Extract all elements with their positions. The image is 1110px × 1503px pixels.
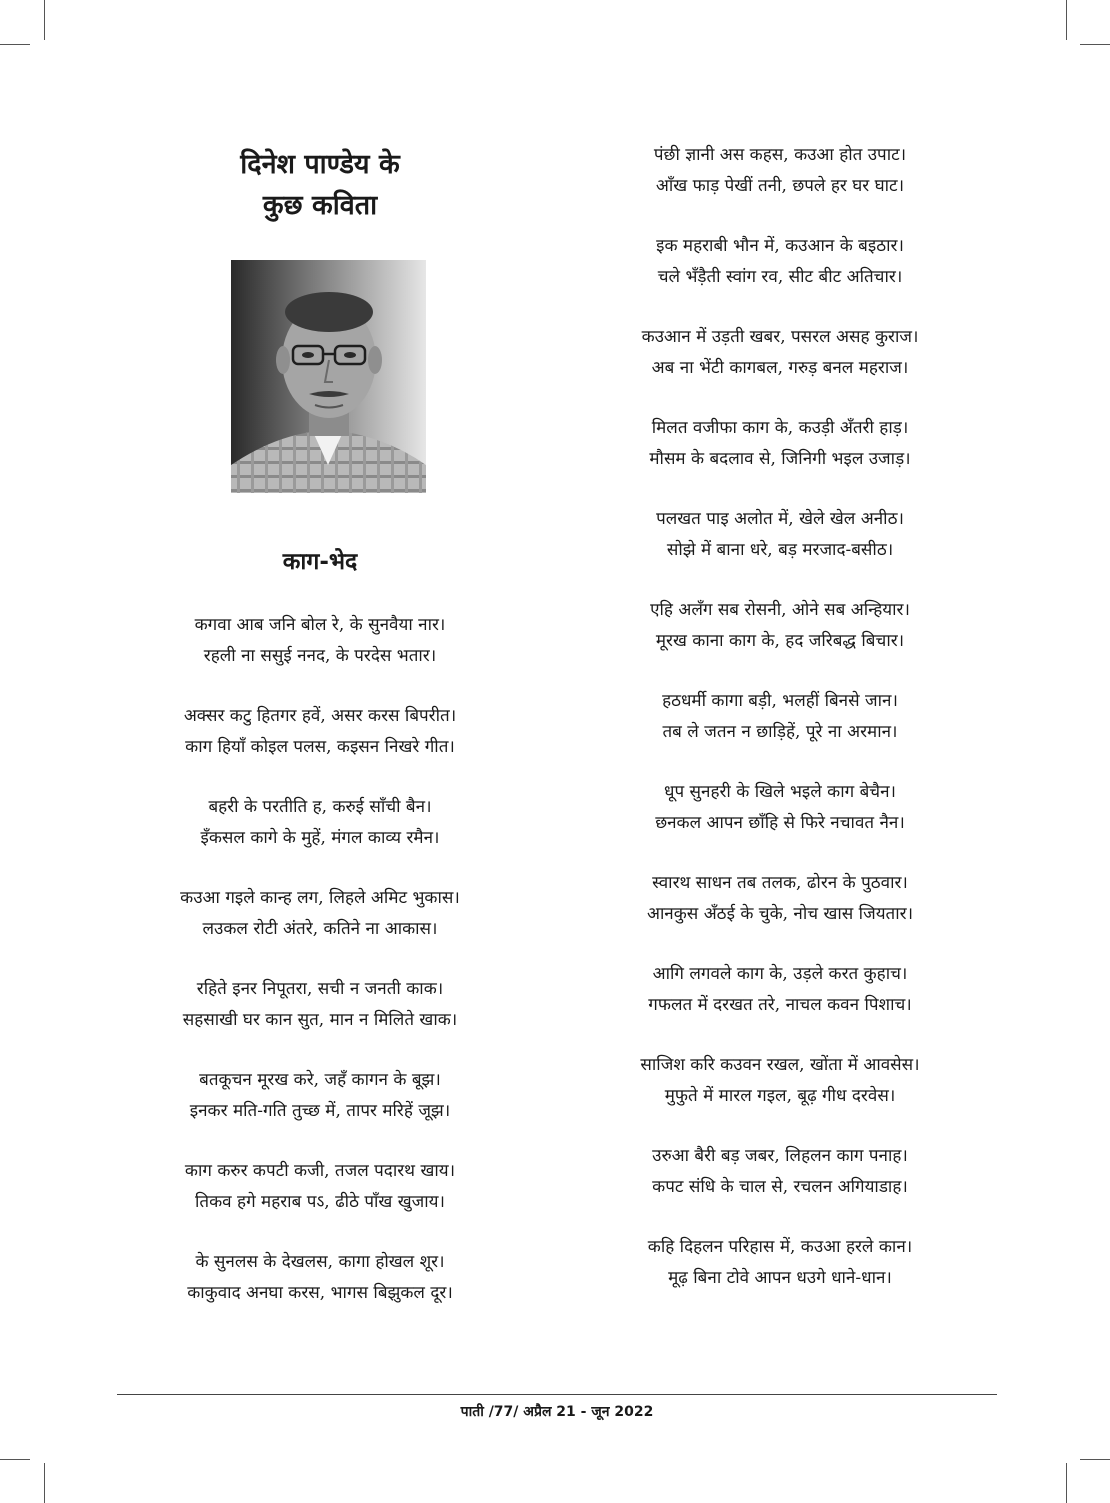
crop-mark — [1080, 1459, 1110, 1460]
page-footer: पाती /77/ अप्रैल 21 - जून 2022 — [460, 1404, 654, 1420]
verse-line: एहि अलँग सब रोसनी, ओने सब अन्हियार। — [650, 600, 910, 620]
verse-line: हठधर्मी कागा बड़ी, भलहीं बिनसे जान। — [662, 691, 898, 711]
verse-line: कउआन में उड़ती खबर, पसरल असह कुराज। — [641, 327, 919, 347]
crop-mark — [44, 0, 45, 40]
stanza — [590, 140, 970, 202]
verse-line: आनकुस अँठई के चुके, नोच खास जियतार। — [646, 904, 914, 924]
crop-mark — [1066, 0, 1067, 40]
verse-line: के सुनलस के देखलस, कागा होखल शूर। — [195, 1252, 445, 1272]
verse-line: मुफुते में मारल गइल, बूढ़ गीध दरवेस। — [664, 1086, 896, 1106]
poem-title: काग-भेद — [282, 549, 358, 575]
stanza — [120, 883, 520, 945]
stanza — [590, 1141, 970, 1203]
verse-line: सहसाखी घर कान सुत, मान न मिलिते खाक। — [182, 1010, 458, 1030]
verse-line: कउआ गइले कान्ह लग, लिहले अमिट भुकास। — [180, 888, 460, 908]
crop-mark — [44, 1463, 45, 1503]
stanza — [590, 504, 970, 566]
verse-line: मूरख काना काग के, हद जरिबद्ध बिचार। — [655, 631, 905, 651]
left-column — [120, 140, 520, 1303]
verse-line: मूढ़ बिना टोवे आपन धउगे धाने-धान। — [668, 1268, 892, 1288]
verse-line: मौसम के बदलाव से, जिनिगी भइल उजाड़। — [649, 449, 911, 469]
verse-line: उरुआ बैरी बड़ जबर, लिहलन काग पनाह। — [652, 1146, 908, 1166]
stanza — [590, 868, 970, 930]
verse-line: बहरी के परतीति ह, करुई साँची बैन। — [208, 797, 432, 817]
title-line-2: कुछ कविता — [262, 190, 378, 221]
verse-line: अक्सर कटु हितगर हवें, असर करस बिपरीत। — [183, 706, 457, 726]
verse-line: काग करुर कपटी कजी, तजल पदारथ खाय। — [184, 1161, 456, 1181]
stanza — [590, 1050, 970, 1112]
verse-line: काकुवाद अनघा करस, भागस बिझुकल दूर। — [187, 1283, 453, 1303]
right-column — [590, 140, 970, 1323]
verse-line: छनकल आपन छाँहि से फिरे नचावत नैन। — [655, 813, 905, 833]
verse-line: आगि लगवले काग के, उड़ले करत कुहाच। — [652, 964, 908, 984]
stanza — [120, 974, 520, 1036]
stanza — [120, 1065, 520, 1127]
footer-divider — [117, 1394, 997, 1395]
stanza — [590, 231, 970, 293]
author-photo — [231, 260, 426, 493]
verse-line: काग हियाँ कोइल पलस, कइसन निखरे गीत। — [185, 737, 455, 757]
verse-line: लउकल रोटी अंतरे, कतिने ना आकास। — [202, 919, 438, 939]
stanza — [120, 1247, 520, 1309]
verse-line: पंछी ज्ञानी अस कहस, कउआ होत उपाट। — [653, 145, 907, 165]
title-line-1: दिनेश पाण्डेय के — [240, 149, 400, 180]
verse-line: आँख फाड़ पेखीं तनी, छपले हर घर घाट। — [655, 176, 905, 196]
verse-line: पलखत पाइ अलोत में, खेले खेल अनीठ। — [656, 509, 904, 529]
verse-line: साजिश करि कउवन रखल, खोंता में आवसेस। — [640, 1055, 920, 1075]
verse-line: तिकव हगे महराब पऽ, ढीठे पाँख खुजाय। — [195, 1192, 445, 1212]
stanza — [590, 413, 970, 475]
stanza — [120, 1156, 520, 1218]
verse-line: सोझे में बाना धरे, बड़ मरजाद-बसीठ। — [666, 540, 894, 560]
verse-line: गफलत में दरखत तरे, नाचल कवन पिशाच। — [648, 995, 912, 1015]
stanza — [120, 610, 520, 672]
crop-mark — [1066, 1463, 1067, 1503]
crop-mark — [0, 44, 30, 45]
verse-line: इक महराबी भौन में, कउआन के बइठार। — [656, 236, 904, 256]
stanza — [590, 777, 970, 839]
stanza — [590, 1232, 970, 1294]
verse-line: धूप सुनहरी के खिले भइले काग बेचैन। — [664, 782, 896, 802]
left-stanzas — [120, 610, 520, 1338]
verse-line: इनकर मति-गति तुच्छ में, तापर मरिहें जूझ। — [189, 1101, 451, 1121]
page-title — [120, 144, 520, 226]
verse-line: रहली ना ससुई ननद, के परदेस भतार। — [203, 646, 437, 666]
verse-line: कगवा आब जनि बोल रे, के सुनवैया नार। — [194, 615, 446, 635]
verse-line: बतकूचन मूरख करे, जहँ कागन के बूझ। — [199, 1070, 441, 1090]
verse-line: रहिते इनर निपूतरा, सची न जनती काक। — [196, 979, 444, 999]
stanza — [120, 701, 520, 763]
verse-line: कपट संधि के चाल से, रचलन अगियाडाह। — [652, 1177, 908, 1197]
crop-mark — [1080, 44, 1110, 45]
crop-mark — [0, 1459, 30, 1460]
verse-line: इँकसल कागे के मुहें, मंगल काव्य रमैन। — [200, 828, 440, 848]
stanza — [590, 595, 970, 657]
verse-line: कहि दिहलन परिहास में, कउआ हरले कान। — [647, 1237, 913, 1257]
verse-line: मिलत वजीफा काग के, कउड़ी अँतरी हाड़। — [651, 418, 909, 438]
stanza — [120, 792, 520, 854]
verse-line: तब ले जतन न छाड़िहें, पूरे ना अरमान। — [662, 722, 898, 742]
stanza — [590, 959, 970, 1021]
verse-line: स्वारथ साधन तब तलक, ढोरन के पुठवार। — [652, 873, 908, 893]
stanza — [590, 686, 970, 748]
verse-line: चले भँड़ैती स्वांग रव, सीट बीट अतिचार। — [657, 267, 903, 287]
stanza — [590, 322, 970, 384]
verse-line: अब ना भेंटी कागबल, गरुड़ बनल महराज। — [651, 358, 909, 378]
